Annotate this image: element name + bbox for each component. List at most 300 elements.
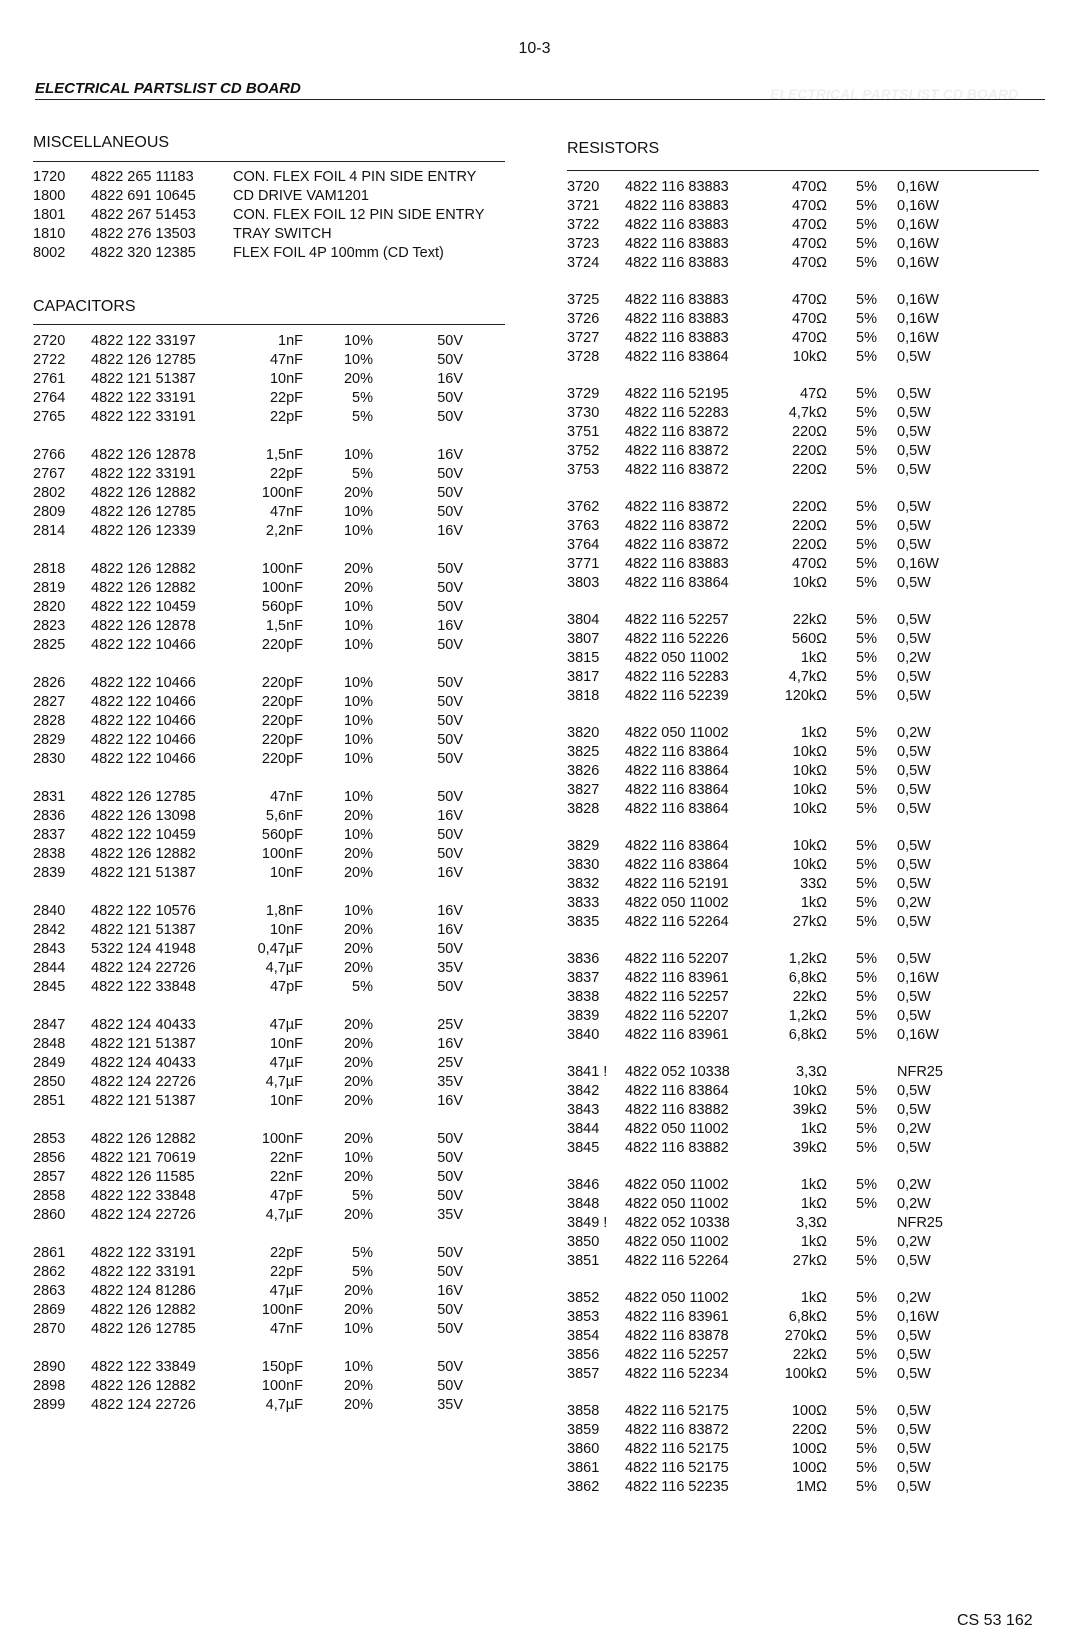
resistance-value: 1kΩ bbox=[800, 1121, 827, 1137]
part-code: 5322 124 41948 bbox=[91, 941, 196, 957]
part-group bbox=[567, 837, 1047, 932]
part-code: 4822 116 83872 bbox=[625, 499, 729, 515]
power-rating: 0,2W bbox=[897, 650, 931, 666]
voltage-rating: 50V bbox=[437, 1302, 463, 1318]
resistance-value: 4,7kΩ bbox=[788, 405, 827, 421]
ref-designator: 3722 bbox=[567, 217, 600, 233]
resistance-value: 470Ω bbox=[791, 217, 827, 233]
capacitance-value: 47pF bbox=[269, 979, 303, 995]
table-row bbox=[33, 712, 513, 731]
power-rating: 0,5W bbox=[897, 631, 931, 647]
ref-designator: 2863 bbox=[33, 1283, 66, 1299]
table-row bbox=[33, 940, 513, 959]
part-code: 4822 116 83864 bbox=[625, 763, 729, 779]
part-code: 4822 122 10466 bbox=[91, 732, 196, 748]
capacitance-value: 10nF bbox=[269, 1036, 303, 1052]
tolerance: 5% bbox=[856, 405, 877, 421]
table-row bbox=[33, 206, 513, 225]
part-code: 4822 116 83872 bbox=[625, 462, 729, 478]
table-row bbox=[567, 498, 1047, 517]
tolerance: 20% bbox=[343, 1074, 373, 1090]
part-code: 4822 052 10338 bbox=[625, 1215, 730, 1231]
ref-designator: 3861 bbox=[567, 1460, 600, 1476]
ref-designator: 2845 bbox=[33, 979, 66, 995]
resistance-value: 560Ω bbox=[791, 631, 827, 647]
ref-designator: 2850 bbox=[33, 1074, 66, 1090]
table-row bbox=[33, 674, 513, 693]
table-row bbox=[33, 465, 513, 484]
capacitance-value: 47nF bbox=[269, 1321, 303, 1337]
part-code: 4822 121 51387 bbox=[91, 865, 196, 881]
power-rating: 0,16W bbox=[897, 179, 939, 195]
power-rating: 0,5W bbox=[897, 1479, 931, 1495]
part-code: 4822 116 83883 bbox=[625, 556, 729, 572]
resistance-value: 10kΩ bbox=[792, 801, 827, 817]
capacitance-value: 47nF bbox=[269, 352, 303, 368]
power-rating: 0,16W bbox=[897, 330, 939, 346]
table-row bbox=[567, 291, 1047, 310]
part-group bbox=[567, 950, 1047, 1045]
resistance-value: 220Ω bbox=[791, 1422, 827, 1438]
power-rating: 0,5W bbox=[897, 405, 931, 421]
table-row bbox=[33, 617, 513, 636]
table-row bbox=[33, 446, 513, 465]
ref-designator: 3815 bbox=[567, 650, 600, 666]
capacitance-value: 47µF bbox=[269, 1055, 303, 1071]
tolerance: 10% bbox=[343, 352, 373, 368]
ref-designator: 2828 bbox=[33, 713, 66, 729]
part-code: 4822 052 10338 bbox=[625, 1064, 730, 1080]
part-group bbox=[33, 1130, 513, 1225]
ref-designator: 2849 bbox=[33, 1055, 66, 1071]
table-row bbox=[567, 875, 1047, 894]
capacitance-value: 10nF bbox=[269, 922, 303, 938]
ref-designator: 2823 bbox=[33, 618, 66, 634]
table-row bbox=[567, 1327, 1047, 1346]
ref-designator: 2847 bbox=[33, 1017, 66, 1033]
power-rating: 0,2W bbox=[897, 1196, 931, 1212]
part-code: 4822 126 12785 bbox=[91, 504, 196, 520]
tolerance: 5% bbox=[856, 236, 877, 252]
power-rating: 0,5W bbox=[897, 612, 931, 628]
part-code: 4822 116 83864 bbox=[625, 782, 729, 798]
voltage-rating: 35V bbox=[437, 1397, 463, 1413]
table-row bbox=[567, 611, 1047, 630]
power-rating: 0,5W bbox=[897, 838, 931, 854]
capacitance-value: 22pF bbox=[269, 1245, 303, 1261]
part-code: 4822 122 10576 bbox=[91, 903, 196, 919]
table-row bbox=[33, 370, 513, 389]
resistance-value: 6,8kΩ bbox=[788, 1309, 827, 1325]
part-code: 4822 122 10466 bbox=[91, 713, 196, 729]
ref-designator: 3827 bbox=[567, 782, 600, 798]
part-code: 4822 126 12882 bbox=[91, 1131, 196, 1147]
tolerance: 5% bbox=[856, 970, 877, 986]
voltage-rating: 50V bbox=[437, 694, 463, 710]
capacitance-value: 220pF bbox=[261, 751, 303, 767]
table-row bbox=[567, 1308, 1047, 1327]
part-code: 4822 126 12785 bbox=[91, 789, 196, 805]
ref-designator: 2767 bbox=[33, 466, 66, 482]
power-rating: 0,5W bbox=[897, 1366, 931, 1382]
ref-designator: 2820 bbox=[33, 599, 66, 615]
table-row bbox=[567, 178, 1047, 197]
part-code: 4822 116 83961 bbox=[625, 970, 729, 986]
resistance-value: 47Ω bbox=[800, 386, 827, 402]
tolerance: 5% bbox=[856, 556, 877, 572]
resistance-value: 10kΩ bbox=[792, 349, 827, 365]
resistance-value: 1kΩ bbox=[800, 1234, 827, 1250]
part-code: 4822 126 12882 bbox=[91, 485, 196, 501]
voltage-rating: 50V bbox=[437, 675, 463, 691]
table-row bbox=[567, 1402, 1047, 1421]
tolerance: 5% bbox=[856, 1196, 877, 1212]
ref-designator: 3840 bbox=[567, 1027, 600, 1043]
power-rating: 0,2W bbox=[897, 725, 931, 741]
capacitance-value: 47nF bbox=[269, 789, 303, 805]
power-rating: 0,5W bbox=[897, 575, 931, 591]
part-group bbox=[33, 1358, 513, 1415]
resistance-value: 120kΩ bbox=[784, 688, 827, 704]
tolerance: 5% bbox=[352, 1264, 373, 1280]
power-rating: 0,5W bbox=[897, 688, 931, 704]
part-code: 4822 122 33849 bbox=[91, 1359, 196, 1375]
capacitance-value: 2,2nF bbox=[265, 523, 303, 539]
table-row bbox=[33, 1187, 513, 1206]
power-rating: 0,5W bbox=[897, 989, 931, 1005]
resistance-value: 1kΩ bbox=[800, 650, 827, 666]
ref-designator: 2862 bbox=[33, 1264, 66, 1280]
tolerance: 20% bbox=[343, 922, 373, 938]
part-code: 4822 116 52235 bbox=[625, 1479, 729, 1495]
capacitance-value: 1,5nF bbox=[265, 447, 303, 463]
part-code: 4822 050 11002 bbox=[625, 650, 729, 666]
ref-designator: 3844 bbox=[567, 1121, 600, 1137]
part-code: 4822 050 11002 bbox=[625, 1177, 729, 1193]
ref-designator: 3837 bbox=[567, 970, 600, 986]
capacitance-value: 4,7µF bbox=[265, 1397, 303, 1413]
power-rating: 0,5W bbox=[897, 669, 931, 685]
part-group bbox=[567, 178, 1047, 273]
part-code: 4822 116 83883 bbox=[625, 198, 729, 214]
tolerance: 20% bbox=[343, 1397, 373, 1413]
tolerance: 20% bbox=[343, 941, 373, 957]
part-code: 4822 116 83864 bbox=[625, 575, 729, 591]
right-column bbox=[567, 140, 1047, 1497]
part-code: 4822 121 51387 bbox=[91, 1093, 196, 1109]
part-code: 4822 126 12882 bbox=[91, 561, 196, 577]
part-code: 4822 126 12882 bbox=[91, 846, 196, 862]
table-row bbox=[33, 921, 513, 940]
table-row bbox=[33, 731, 513, 750]
part-group bbox=[33, 1016, 513, 1111]
ref-designator: 2861 bbox=[33, 1245, 66, 1261]
part-code: 4822 124 81286 bbox=[91, 1283, 196, 1299]
voltage-rating: 50V bbox=[437, 941, 463, 957]
voltage-rating: 16V bbox=[437, 371, 463, 387]
tolerance: 5% bbox=[352, 1188, 373, 1204]
capacitance-value: 100nF bbox=[261, 1378, 303, 1394]
resistance-value: 22kΩ bbox=[792, 989, 827, 1005]
tolerance: 10% bbox=[343, 1359, 373, 1375]
part-code: 4822 124 22726 bbox=[91, 1074, 196, 1090]
capacitance-value: 220pF bbox=[261, 694, 303, 710]
table-row bbox=[567, 1214, 1047, 1233]
show-through-ghost: ELECTRICAL PARTSLIST CD BOARD bbox=[770, 86, 1019, 102]
resistance-value: 220Ω bbox=[791, 518, 827, 534]
table-row bbox=[33, 389, 513, 408]
table-row bbox=[33, 1358, 513, 1377]
tolerance: 5% bbox=[856, 650, 877, 666]
power-rating: 0,5W bbox=[897, 518, 931, 534]
capacitance-value: 1,5nF bbox=[265, 618, 303, 634]
ref-designator: 2764 bbox=[33, 390, 66, 406]
ref-designator: 2839 bbox=[33, 865, 66, 881]
part-code: 4822 126 12339 bbox=[91, 523, 196, 539]
ref-designator: 2829 bbox=[33, 732, 66, 748]
ref-designator: 3807 bbox=[567, 631, 600, 647]
resistance-value: 470Ω bbox=[791, 292, 827, 308]
ref-designator: 3836 bbox=[567, 951, 600, 967]
ref-designator: 3859 bbox=[567, 1422, 600, 1438]
tolerance: 20% bbox=[343, 1378, 373, 1394]
tolerance: 20% bbox=[343, 485, 373, 501]
part-code: 4822 126 12882 bbox=[91, 580, 196, 596]
ref-designator: 2869 bbox=[33, 1302, 66, 1318]
resistance-value: 27kΩ bbox=[792, 914, 827, 930]
resistance-value: 4,7kΩ bbox=[788, 669, 827, 685]
capacitance-value: 0,47µF bbox=[257, 941, 303, 957]
part-code: 4822 116 83883 bbox=[625, 217, 729, 233]
voltage-rating: 50V bbox=[437, 1359, 463, 1375]
ref-designator: 3856 bbox=[567, 1347, 600, 1363]
ref-designator: 3763 bbox=[567, 518, 600, 534]
tolerance: 5% bbox=[856, 876, 877, 892]
voltage-rating: 50V bbox=[437, 1188, 463, 1204]
voltage-rating: 50V bbox=[437, 789, 463, 805]
part-code: 4822 116 52226 bbox=[625, 631, 729, 647]
resistance-value: 220Ω bbox=[791, 537, 827, 553]
resistance-value: 3,3Ω bbox=[796, 1064, 827, 1080]
ref-designator: 2814 bbox=[33, 523, 66, 539]
resistance-value: 270kΩ bbox=[784, 1328, 827, 1344]
table-row bbox=[567, 630, 1047, 649]
tolerance: 20% bbox=[343, 1093, 373, 1109]
capacitance-value: 100nF bbox=[261, 561, 303, 577]
ref-designator: 3727 bbox=[567, 330, 600, 346]
part-code: 4822 116 83864 bbox=[625, 1083, 729, 1099]
voltage-rating: 50V bbox=[437, 751, 463, 767]
tolerance: 5% bbox=[856, 1121, 877, 1137]
ref-designator: 3726 bbox=[567, 311, 600, 327]
part-code: 4822 122 33191 bbox=[91, 390, 196, 406]
table-row bbox=[567, 536, 1047, 555]
table-row bbox=[567, 461, 1047, 480]
voltage-rating: 50V bbox=[437, 1378, 463, 1394]
ref-designator: 3753 bbox=[567, 462, 600, 478]
table-row bbox=[567, 254, 1047, 273]
tolerance: 20% bbox=[343, 1055, 373, 1071]
part-group bbox=[567, 1176, 1047, 1271]
part-code: 4822 116 83883 bbox=[625, 236, 729, 252]
tolerance: 20% bbox=[343, 960, 373, 976]
ref-designator: 3820 bbox=[567, 725, 600, 741]
part-code: 4822 116 83864 bbox=[625, 349, 729, 365]
table-row bbox=[567, 913, 1047, 932]
part-code: 4822 116 83883 bbox=[625, 311, 729, 327]
capacitors-rule bbox=[33, 324, 505, 325]
table-row bbox=[33, 522, 513, 541]
ref-designator: 3843 bbox=[567, 1102, 600, 1118]
part-code: 4822 050 11002 bbox=[625, 1234, 729, 1250]
tolerance: 5% bbox=[352, 1245, 373, 1261]
ref-designator: 3833 bbox=[567, 895, 600, 911]
tolerance: 20% bbox=[343, 580, 373, 596]
part-code: 4822 116 83883 bbox=[625, 179, 729, 195]
power-rating: 0,5W bbox=[897, 763, 931, 779]
table-row bbox=[567, 1195, 1047, 1214]
capacitance-value: 100nF bbox=[261, 846, 303, 862]
tolerance: 5% bbox=[856, 1309, 877, 1325]
part-group bbox=[33, 332, 513, 427]
ref-designator: 3818 bbox=[567, 688, 600, 704]
voltage-rating: 50V bbox=[437, 580, 463, 596]
part-group bbox=[567, 291, 1047, 367]
table-row bbox=[567, 649, 1047, 668]
table-row bbox=[33, 864, 513, 883]
part-code: 4822 122 10466 bbox=[91, 694, 196, 710]
tolerance: 5% bbox=[352, 979, 373, 995]
ref-designator: 3853 bbox=[567, 1309, 600, 1325]
part-code: 4822 126 12882 bbox=[91, 1378, 196, 1394]
resistance-value: 470Ω bbox=[791, 556, 827, 572]
misc-table bbox=[33, 168, 513, 263]
tolerance: 5% bbox=[856, 1366, 877, 1382]
tolerance: 5% bbox=[352, 409, 373, 425]
capacitors-heading: CAPACITORS bbox=[33, 298, 136, 315]
tolerance: 5% bbox=[856, 1460, 877, 1476]
tolerance: 20% bbox=[343, 1207, 373, 1223]
ref-designator: 2890 bbox=[33, 1359, 66, 1375]
voltage-rating: 16V bbox=[437, 447, 463, 463]
ref-designator: 3854 bbox=[567, 1328, 600, 1344]
part-code: 4822 124 22726 bbox=[91, 1397, 196, 1413]
table-row bbox=[567, 574, 1047, 593]
ref-designator: 2870 bbox=[33, 1321, 66, 1337]
part-code: 4822 126 13098 bbox=[91, 808, 196, 824]
power-rating: 0,5W bbox=[897, 499, 931, 515]
table-row bbox=[33, 1092, 513, 1111]
resistance-value: 470Ω bbox=[791, 198, 827, 214]
tolerance: 10% bbox=[343, 694, 373, 710]
ref-designator: 2761 bbox=[33, 371, 66, 387]
tolerance: 5% bbox=[856, 1441, 877, 1457]
power-rating: 0,5W bbox=[897, 1403, 931, 1419]
table-row bbox=[567, 1082, 1047, 1101]
voltage-rating: 50V bbox=[437, 1264, 463, 1280]
voltage-rating: 16V bbox=[437, 618, 463, 634]
resistance-value: 100Ω bbox=[791, 1441, 827, 1457]
ref-designator: 3839 bbox=[567, 1008, 600, 1024]
tolerance: 5% bbox=[856, 537, 877, 553]
resistance-value: 10kΩ bbox=[792, 1083, 827, 1099]
table-row bbox=[33, 408, 513, 427]
tolerance: 5% bbox=[856, 857, 877, 873]
part-code: 4822 116 52257 bbox=[625, 612, 729, 628]
table-row bbox=[567, 555, 1047, 574]
resistance-value: 220Ω bbox=[791, 462, 827, 478]
tolerance: 5% bbox=[856, 782, 877, 798]
misc-heading: MISCELLANEOUS bbox=[33, 134, 170, 151]
table-row bbox=[33, 788, 513, 807]
table-row bbox=[33, 1377, 513, 1396]
part-code: 4822 122 33848 bbox=[91, 1188, 196, 1204]
table-row bbox=[567, 310, 1047, 329]
power-rating: 0,5W bbox=[897, 1441, 931, 1457]
part-code: 4822 050 11002 bbox=[625, 1121, 729, 1137]
document-title: ELECTRICAL PARTSLIST CD BOARD bbox=[35, 80, 301, 97]
table-row bbox=[567, 687, 1047, 706]
table-row bbox=[567, 1233, 1047, 1252]
part-description: FLEX FOIL 4P 100mm (CD Text) bbox=[233, 245, 444, 261]
ref-designator: 2842 bbox=[33, 922, 66, 938]
tolerance: 5% bbox=[856, 744, 877, 760]
table-row bbox=[567, 404, 1047, 423]
resistance-value: 1kΩ bbox=[800, 1290, 827, 1306]
tolerance: 5% bbox=[856, 1083, 877, 1099]
table-row bbox=[567, 1026, 1047, 1045]
part-code: 4822 126 12785 bbox=[91, 352, 196, 368]
part-code: 4822 116 83883 bbox=[625, 330, 729, 346]
table-row bbox=[567, 1346, 1047, 1365]
table-row bbox=[567, 1365, 1047, 1384]
tolerance: 5% bbox=[856, 179, 877, 195]
tolerance: 10% bbox=[343, 447, 373, 463]
voltage-rating: 50V bbox=[437, 485, 463, 501]
part-code: 4822 122 33191 bbox=[91, 466, 196, 482]
table-row bbox=[567, 762, 1047, 781]
tolerance: 5% bbox=[856, 951, 877, 967]
ref-designator: 3841 ! bbox=[567, 1064, 608, 1080]
tolerance: 5% bbox=[856, 914, 877, 930]
table-row bbox=[567, 1063, 1047, 1082]
ref-designator: 3730 bbox=[567, 405, 600, 421]
ref-designator: 2766 bbox=[33, 447, 66, 463]
ref-designator: 2836 bbox=[33, 808, 66, 824]
table-row bbox=[567, 668, 1047, 687]
resistance-value: 10kΩ bbox=[792, 838, 827, 854]
power-rating: 0,5W bbox=[897, 1083, 931, 1099]
part-group bbox=[567, 1289, 1047, 1384]
part-code: 4822 116 83864 bbox=[625, 857, 729, 873]
capacitance-value: 10nF bbox=[269, 865, 303, 881]
voltage-rating: 50V bbox=[437, 1131, 463, 1147]
table-row bbox=[567, 856, 1047, 875]
tolerance: 5% bbox=[856, 499, 877, 515]
ref-designator: 3842 bbox=[567, 1083, 600, 1099]
tolerance: 20% bbox=[343, 846, 373, 862]
tolerance: 10% bbox=[343, 618, 373, 634]
capacitance-value: 560pF bbox=[261, 599, 303, 615]
part-code: 4822 116 52257 bbox=[625, 1347, 729, 1363]
table-row bbox=[33, 978, 513, 997]
power-rating: 0,5W bbox=[897, 914, 931, 930]
power-rating: 0,16W bbox=[897, 1027, 939, 1043]
ref-designator: 3829 bbox=[567, 838, 600, 854]
ref-designator: 3771 bbox=[567, 556, 600, 572]
capacitance-value: 22pF bbox=[269, 390, 303, 406]
tolerance: 20% bbox=[343, 1017, 373, 1033]
